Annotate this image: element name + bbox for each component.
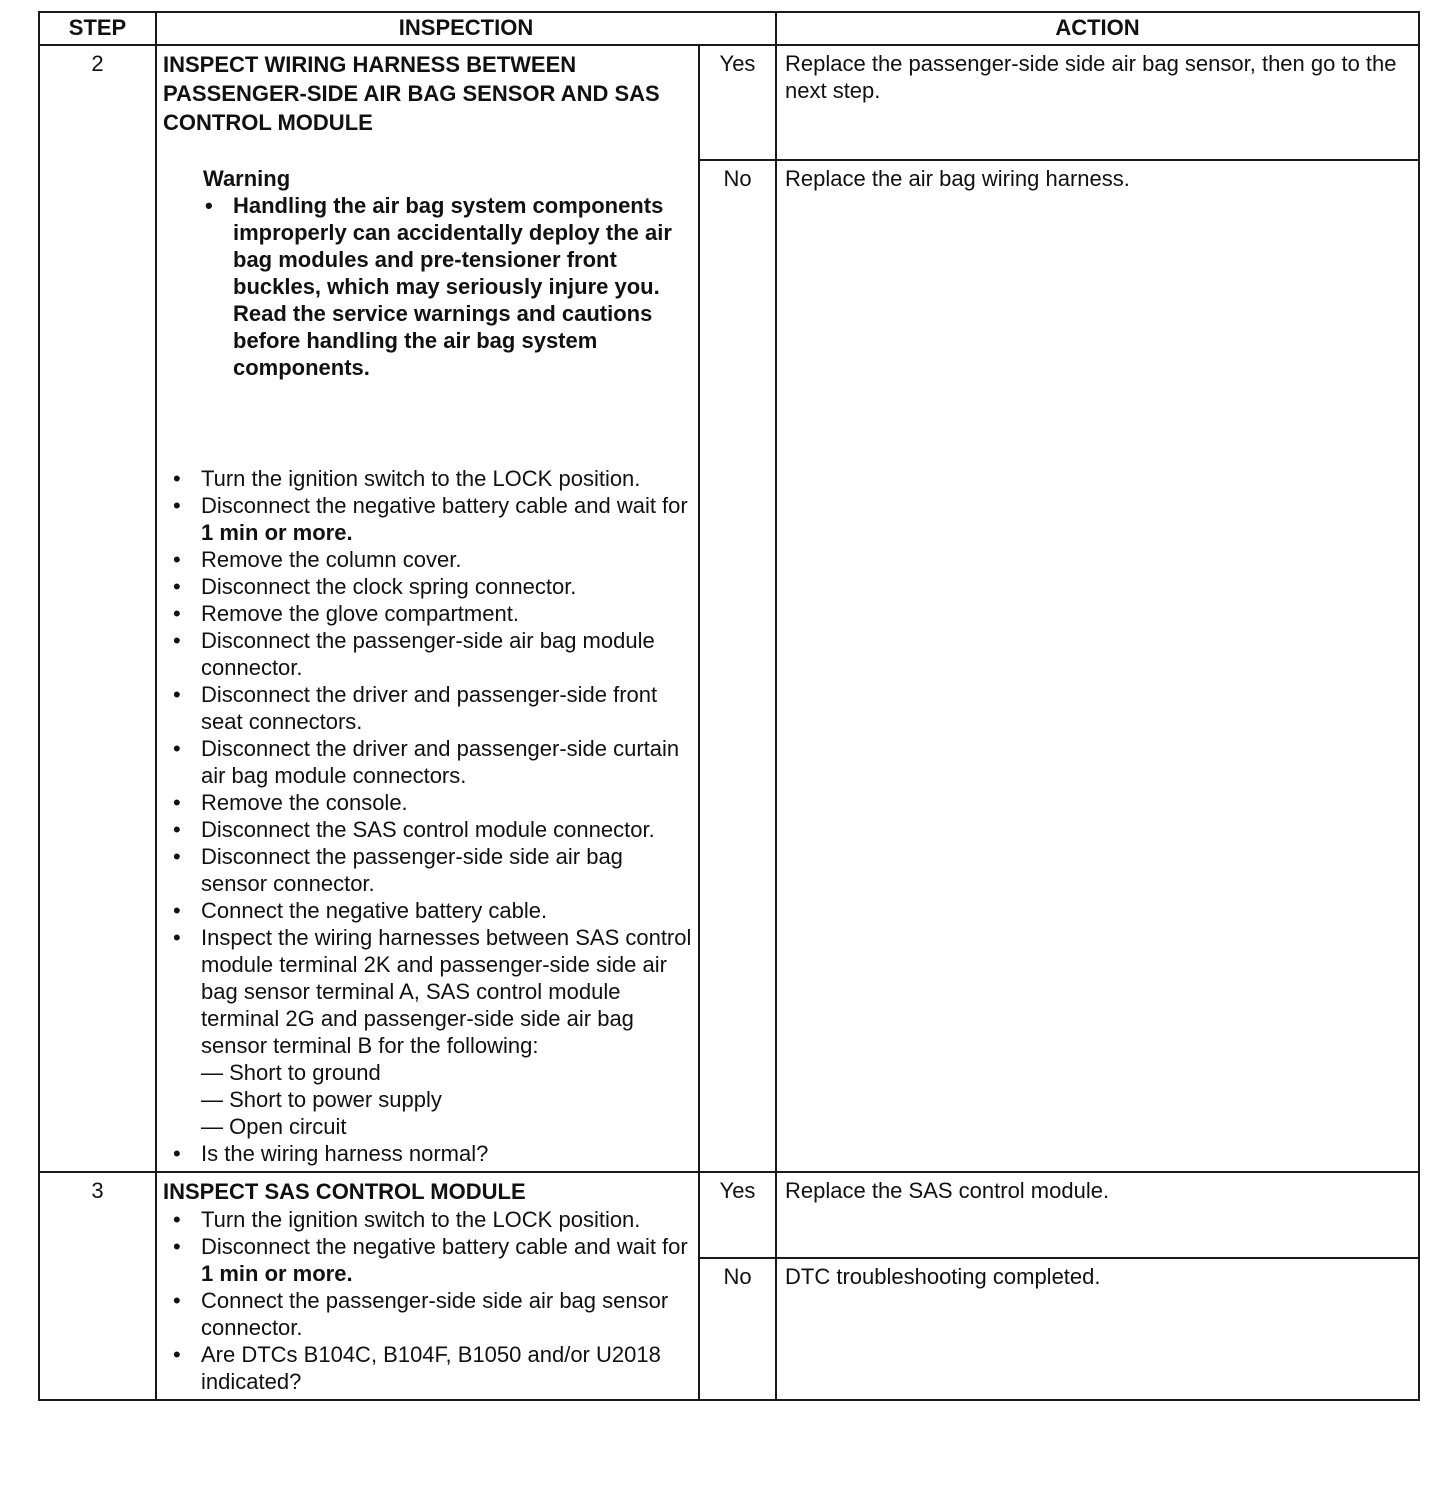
step2-warning-title: Warning	[203, 166, 291, 191]
step2-number: 2	[39, 45, 156, 1172]
step3-procedure-list	[163, 1206, 692, 1395]
header-step: STEP	[39, 12, 156, 45]
list-item: • Remove the console.	[163, 789, 692, 816]
troubleshooting-table	[38, 11, 1420, 1401]
step3-yes-action: Replace the SAS control module.	[776, 1172, 1419, 1258]
step2-procedure-list	[163, 465, 692, 1167]
step2-yes-action: Replace the passenger-side side air bag sensor, then go to the next step.	[776, 45, 1419, 160]
troubleshooting-page	[38, 11, 1418, 1471]
step3-inspection	[156, 1172, 699, 1400]
list-item: • Disconnect the passenger-side side air bag sensor connector.	[163, 843, 692, 897]
list-item: • Disconnect the driver and passenger-side curtain air bag module connectors.	[163, 735, 692, 789]
step3-no-label: No	[699, 1258, 776, 1400]
header-action: ACTION	[776, 12, 1419, 45]
step2-title: INSPECT WIRING HARNESS BETWEEN PASSENGER-SIDE AIR BAG SENSOR AND SAS CONTROL MODULE	[163, 52, 660, 135]
list-item: • Turn the ignition switch to the LOCK position.	[163, 1206, 692, 1233]
list-item: • Disconnect the negative battery cable and wait for 1 min or more.	[163, 1233, 692, 1287]
list-item: • Disconnect the driver and passenger-side front seat connectors.	[163, 681, 692, 735]
list-item: • Connect the passenger-side side air bag sensor connector.	[163, 1287, 692, 1341]
list-item: • Disconnect the negative battery cable and wait for 1 min or more.	[163, 492, 692, 546]
dash-item: — Short to ground	[201, 1060, 381, 1085]
list-item: • Remove the column cover.	[163, 546, 692, 573]
dash-item: — Short to power supply	[201, 1087, 442, 1112]
list-item: • Inspect the wiring harnesses between SAS control module terminal 2K and passenger-side side air bag sensor terminal A, SAS control module terminal 2G and passenger-side side air bag sensor terminal B for the following: — Short to ground — Short to power supply — Open circuit	[163, 924, 692, 1140]
step3-title: INSPECT SAS CONTROL MODULE	[163, 1179, 526, 1204]
step2-warning-text: • Handling the air bag system components improperly can accidentally deploy the air bag modules and pre-tensioner front buckles, which may seriously injure you. Read the service warnings and cautions before handling the air bag system components.	[203, 192, 692, 381]
header-row	[39, 12, 1419, 45]
step3-no-action: DTC troubleshooting completed.	[776, 1258, 1419, 1400]
header-inspection: INSPECTION	[156, 12, 776, 45]
list-item: • Disconnect the passenger-side air bag module connector.	[163, 627, 692, 681]
list-item: • Is the wiring harness normal?	[163, 1140, 692, 1167]
step2-no-label: No	[699, 160, 776, 1172]
step3-row-yes	[39, 1172, 1419, 1258]
step2-yes-label: Yes	[699, 45, 776, 160]
list-item: • Turn the ignition switch to the LOCK position.	[163, 465, 692, 492]
list-item: • Remove the glove compartment.	[163, 600, 692, 627]
list-item: • Disconnect the SAS control module connector.	[163, 816, 692, 843]
dash-item: — Open circuit	[201, 1114, 347, 1139]
list-item: • Disconnect the clock spring connector.	[163, 573, 692, 600]
list-item: • Connect the negative battery cable.	[163, 897, 692, 924]
list-item: • Are DTCs B104C, B104F, B1050 and/or U2018 indicated?	[163, 1341, 692, 1395]
step3-number: 3	[39, 1172, 156, 1400]
step2-inspection	[156, 45, 699, 1172]
step2-row-yes	[39, 45, 1419, 160]
step2-warning-list	[203, 192, 692, 381]
step3-yes-label: Yes	[699, 1172, 776, 1258]
step2-warning	[203, 165, 692, 381]
step2-no-action: Replace the air bag wiring harness.	[776, 160, 1419, 1172]
